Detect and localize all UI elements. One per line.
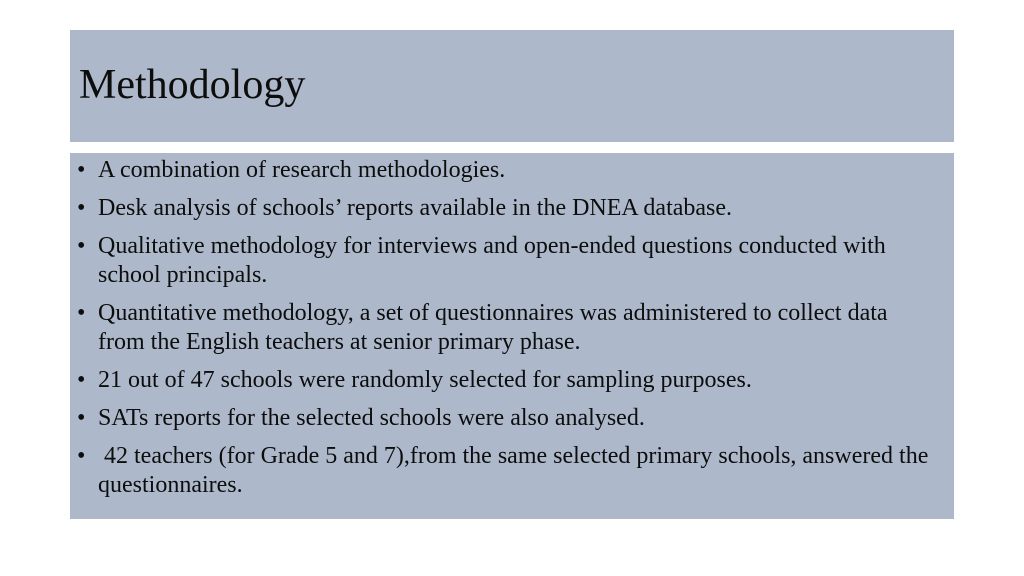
bullet-item-1 [70,156,938,185]
bullet-item-7 [70,442,938,500]
bullet-icon: • [77,195,86,221]
bullet-icon: • [77,405,86,431]
bullet-text: SATs reports for the selected schools were also analysed. [98,405,645,431]
bullet-icon: • [77,300,86,326]
bullet-item-5 [70,366,938,395]
bullet-list [70,153,954,500]
bullet-icon: • [77,443,86,469]
bullet-item-2 [70,194,938,223]
bullet-text: 21 out of 47 schools were randomly selected for sampling purposes. [98,367,752,393]
bullet-icon: • [77,157,86,183]
bullet-item-3 [70,232,938,290]
content-panel [70,153,954,519]
bullet-icon: • [77,233,86,259]
bullet-text: Quantitative methodology, a set of questionnaires was administered to collect data from the English teachers at senior primary phase. [98,300,894,355]
bullet-item-6 [70,404,938,433]
title-panel [70,30,954,142]
bullet-text: Desk analysis of schools’ reports available in the DNEA database. [98,195,733,221]
bullet-text: Qualitative methodology for interviews and open-ended questions conducted with school principals. [98,233,892,288]
bullet-item-4 [70,299,938,357]
bullet-text: A combination of research methodologies. [98,157,506,183]
bullet-icon: • [77,367,86,393]
slide-title: Methodology [79,62,306,108]
bullet-text: 42 teachers (for Grade 5 and 7),from the same selected primary schools, answered the questionnaires. [98,443,935,498]
